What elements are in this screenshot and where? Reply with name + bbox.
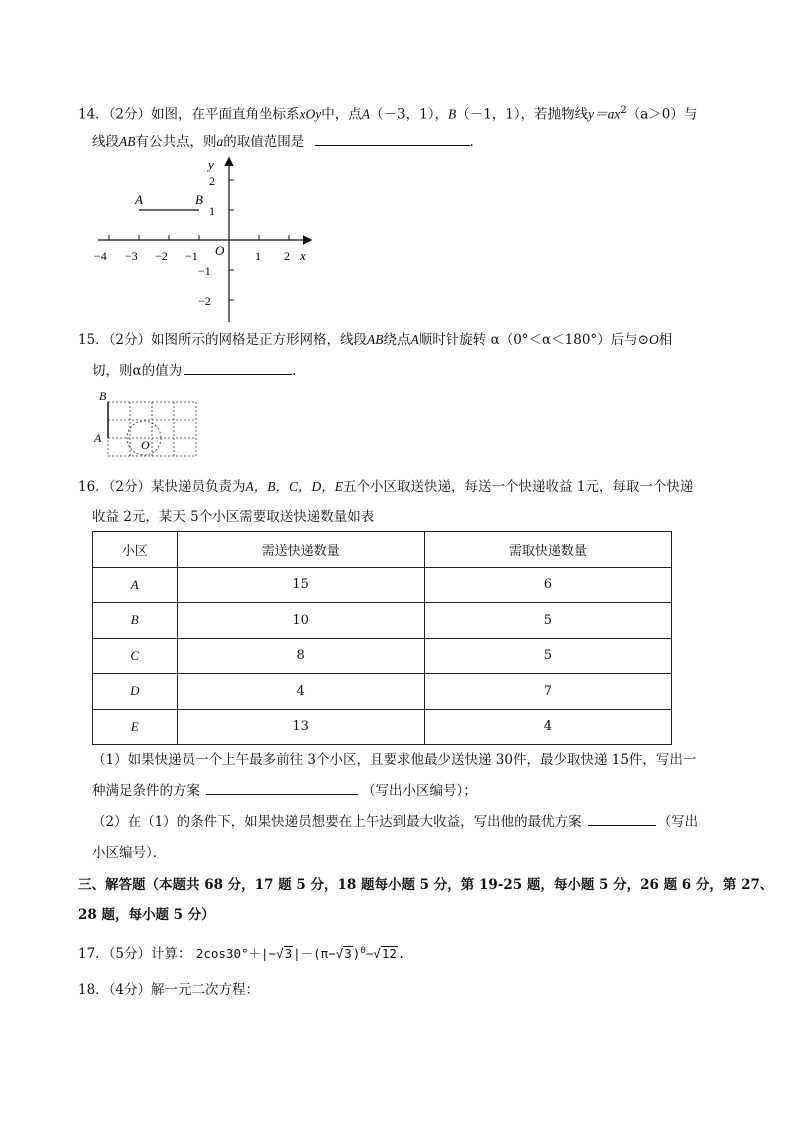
q14-line1 xyxy=(78,102,697,124)
q14-b-coord: （－1，1），若抛物线 xyxy=(456,106,589,123)
q16-text: 某快递员负责为 xyxy=(151,479,246,495)
q15-end: ． xyxy=(292,363,306,379)
q14-point-a: A xyxy=(361,106,371,122)
grid-lines xyxy=(108,402,196,456)
q15-number: 15．（2分） xyxy=(78,332,152,348)
y-tick-label: −2 xyxy=(198,294,211,308)
q14-line2-text-2: 有公共点，则 xyxy=(135,134,217,150)
table-cell: 7 xyxy=(424,674,671,710)
q14-line2-text: 线段 xyxy=(92,134,119,150)
q14-text: 如图，在平面直角坐标系 xyxy=(151,106,300,123)
q14-xoy: xOy xyxy=(299,106,322,122)
x-tick-label: −4 xyxy=(94,249,107,263)
q17-end: . xyxy=(397,946,406,962)
section3-heading-line2 xyxy=(78,906,215,924)
table-cell: 5 xyxy=(424,603,671,639)
table-cell: C xyxy=(93,638,178,674)
q15-line2-text: 切，则α的值为 xyxy=(92,363,183,379)
graph-x-label: x xyxy=(300,248,306,263)
q14-answer-blank[interactable] xyxy=(315,133,470,146)
sqrt-icon: √ xyxy=(276,946,284,962)
sqrt-icon: √ xyxy=(335,946,344,962)
q15-text-3: 顺时针旋转 α（0°＜α＜180°）后与⊙ xyxy=(418,332,649,348)
q16-sub1-line1 xyxy=(92,751,696,769)
q15-text-2: 绕点 xyxy=(383,332,411,348)
table-cell: 5 xyxy=(424,638,671,674)
q14-number: 14．（2分） xyxy=(78,106,152,123)
x-tick-label: 2 xyxy=(284,249,290,263)
table-row xyxy=(93,709,672,745)
table-cell: D xyxy=(93,674,178,710)
q18-text: 18．（4分）解一元二次方程： xyxy=(78,982,260,998)
fig-label-a: A xyxy=(94,431,102,445)
q14-segment-ab: AB xyxy=(119,134,136,149)
x-tick-label: −2 xyxy=(155,249,168,263)
table-header-cell: 小区 xyxy=(93,532,178,568)
q17-radicand: 3 xyxy=(284,946,293,962)
q14-coordinate-graph xyxy=(92,155,317,325)
table-cell: 6 xyxy=(424,567,671,603)
table-header-row xyxy=(93,532,672,568)
q16-sub2-line1 xyxy=(92,813,698,831)
q14-exponent: 2 xyxy=(620,105,627,116)
q15-point-a: A xyxy=(410,332,419,347)
q17-expr-part: |－(π− xyxy=(293,946,336,962)
q17-number: 17．（5分）计算： xyxy=(78,946,192,963)
y-tick-label: 2 xyxy=(209,174,215,188)
table-row xyxy=(93,567,672,603)
q17-exponent: 0 xyxy=(360,946,366,956)
q16-line1 xyxy=(78,478,693,496)
q16-sub2-text: （2）在（1）的条件下，如果快递员想要在上午达到最大收益，写出他的最优方案 xyxy=(92,814,582,830)
q16-sub2-text-2: （写出 xyxy=(657,814,699,830)
graph-point-a-label: A xyxy=(135,192,143,207)
section3-heading: 三、解答题（本题共 68 分，17 题 5 分，18 题每小题 5 分，第 19-25 题，每小题 5 分，26 题 6 分，第 27、 xyxy=(78,877,774,893)
q14-text-2: 中，点 xyxy=(321,106,362,123)
q16-letters: A，B，C，D，E xyxy=(245,479,344,494)
table-header-cell: 需取快递数量 xyxy=(424,532,671,568)
table-cell: 10 xyxy=(177,603,424,639)
section3-heading-line1 xyxy=(78,876,773,894)
table-cell: E xyxy=(93,709,178,745)
q17-expr-part: − xyxy=(365,946,374,962)
graph-point-b-label: B xyxy=(195,192,203,207)
graph-origin-label: O xyxy=(215,243,225,258)
q15-grid-figure xyxy=(92,388,202,458)
table-header-cell: 需送快递数量 xyxy=(177,532,424,568)
q16-line2 xyxy=(92,508,374,526)
sqrt-icon: √ xyxy=(373,946,381,962)
fig-label-o: O xyxy=(141,438,150,452)
table-cell: 4 xyxy=(424,709,671,745)
y-tick-label: −1 xyxy=(198,264,211,278)
q15-answer-blank[interactable] xyxy=(184,362,292,375)
table-cell: 15 xyxy=(177,567,424,603)
q17-expr-part: ) xyxy=(352,946,361,962)
q18-line xyxy=(78,981,259,999)
q16-sub2-text-3: 小区编号）． xyxy=(92,845,167,861)
q16-sub1-text-2: 种满足条件的方案 xyxy=(92,783,200,799)
y-tick-label: 1 xyxy=(209,204,215,218)
x-tick-label: −1 xyxy=(185,249,198,263)
x-ticks xyxy=(109,235,289,240)
q14-a-var: a xyxy=(216,134,224,149)
q16-number: 16．（2分） xyxy=(78,479,152,495)
q16-text-2: 五个小区取送快递，每送一个快递收益 1元，每取一个快递 xyxy=(343,479,694,495)
x-tick-label: −3 xyxy=(125,249,138,263)
q16-sub1-text-3: （写出小区编号）； xyxy=(362,783,477,799)
q16-sub1-text: （1）如果快递员一个上午最多前往 3个小区，且要求他最少送快递 30件，最少取快递 15件，写出一 xyxy=(92,752,697,768)
table-cell: 13 xyxy=(177,709,424,745)
table-cell: 8 xyxy=(177,638,424,674)
q14-a-coord: （－3，1）， xyxy=(370,106,448,123)
q17-radicand: 3 xyxy=(344,946,352,962)
q16-sub2-line2 xyxy=(92,844,166,862)
q14-line2-text-3: 的取值范围是 xyxy=(223,134,305,150)
q16-line2-text: 收益 2元，某天 5个小区需要取送快递数量如表 xyxy=(92,509,375,525)
q17-line xyxy=(78,942,405,963)
q14-formula: y＝ax xyxy=(588,106,621,122)
q16-sub2-answer-blank[interactable] xyxy=(588,813,656,826)
q15-line2 xyxy=(92,362,306,380)
graph-y-label: y xyxy=(208,157,214,172)
table-cell: A xyxy=(93,567,178,603)
table-row xyxy=(93,674,672,710)
q17-expression xyxy=(196,946,406,961)
q16-sub1-line2 xyxy=(92,782,477,800)
section3-heading-2: 28 题，每小题 5 分） xyxy=(78,907,215,923)
q14-point-b: B xyxy=(447,106,457,122)
table-row xyxy=(93,638,672,674)
q16-delivery-table xyxy=(92,531,672,745)
q15-line1 xyxy=(78,331,672,349)
q14-end: ． xyxy=(469,134,484,150)
q14-line2 xyxy=(92,133,483,151)
q15-circle-o: O xyxy=(648,332,659,347)
table-cell: B xyxy=(93,603,178,639)
table-cell: 4 xyxy=(177,674,424,710)
q16-sub1-answer-blank[interactable] xyxy=(206,782,358,795)
q17-radicand: 12 xyxy=(381,946,397,962)
fig-label-b: B xyxy=(99,389,107,403)
table-row xyxy=(93,603,672,639)
q15-text: 如图所示的网格是正方形网格，线段 xyxy=(151,332,368,348)
q15-segment-ab: AB xyxy=(367,332,384,347)
q14-condition: （a＞0）与 xyxy=(626,106,698,123)
q15-text-4: 相 xyxy=(658,332,673,348)
q17-expr-part: 2cos30°＋|− xyxy=(195,946,277,962)
x-tick-label: 1 xyxy=(255,249,261,263)
